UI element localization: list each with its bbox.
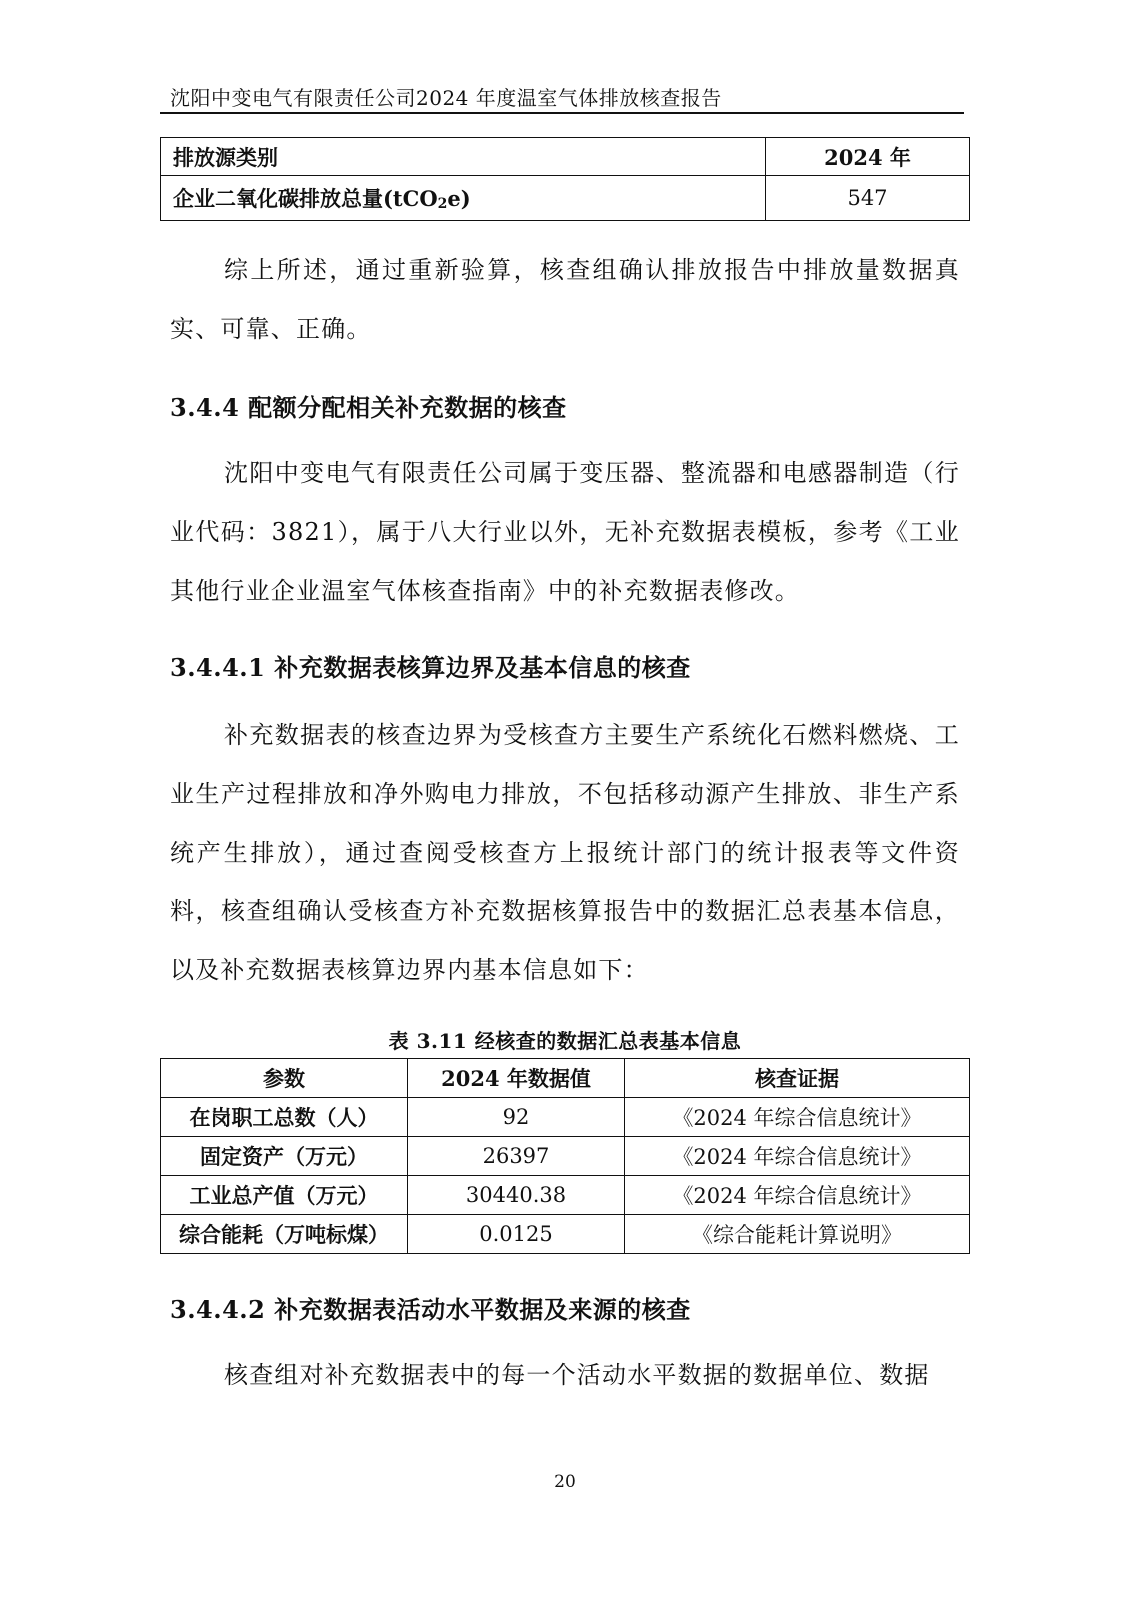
- table-row: [161, 138, 970, 176]
- table-header-row: [161, 1059, 970, 1098]
- paragraph: 综上所述，通过重新验算，核查组确认排放报告中排放量数据真实、可靠、正确。: [170, 256, 960, 343]
- table-cell: 0.0125: [408, 1215, 625, 1254]
- table-header-cell: 排放源类别: [161, 138, 766, 176]
- table-row: [161, 1137, 970, 1176]
- table-cell: 在岗职工总数（人）: [161, 1098, 408, 1137]
- table-cell: [161, 176, 766, 221]
- emission-total-table: [160, 137, 970, 221]
- running-header: 沈阳中变电气有限责任公司2024 年度温室气体排放核查报告: [170, 86, 722, 110]
- section-heading: 3.4.4.2 补充数据表活动水平数据及来源的核查: [170, 1295, 691, 1324]
- table-row: [161, 176, 970, 221]
- table-cell: 《2024 年综合信息统计》: [625, 1137, 970, 1176]
- table-cell: 工业总产值（万元）: [161, 1176, 408, 1215]
- table-row: [161, 1176, 970, 1215]
- table-cell: 综合能耗（万吨标煤）: [161, 1215, 408, 1254]
- row-label-end: e): [447, 186, 471, 211]
- table-cell: 30440.38: [408, 1176, 625, 1215]
- paragraph: 补充数据表的核查边界为受核查方主要生产系统化石燃料燃烧、工业生产过程排放和净外购电力排放，不包括移动源产生排放、非生产系统产生排放），通过查阅受核查方上报统计部门的统计报表等文件资料，核查组确认受核查方补充数据核算报告中的数据汇总表基本信息，以及补充数据表核算边界内基本信息如下：: [170, 721, 960, 985]
- header-rule: [160, 112, 964, 114]
- table-header-cell: 参数: [161, 1059, 408, 1098]
- table-cell: 《2024 年综合信息统计》: [625, 1176, 970, 1215]
- row-label-subscript: 2: [437, 196, 448, 212]
- section-heading: 3.4.4 配额分配相关补充数据的核查: [170, 393, 567, 422]
- table-header-cell: 核查证据: [625, 1059, 970, 1098]
- paragraph: 核查组对补充数据表中的每一个活动水平数据的数据单位、数据: [224, 1361, 930, 1389]
- section-heading: 3.4.4.1 补充数据表核算边界及基本信息的核查: [170, 653, 691, 682]
- table-row: [161, 1215, 970, 1254]
- table-cell: 26397: [408, 1137, 625, 1176]
- table-caption: 表 3.11 经核查的数据汇总表基本信息: [388, 1029, 742, 1053]
- paragraph: 沈阳中变电气有限责任公司属于变压器、整流器和电感器制造（行业代码：3821），属于八大行业以外，无补充数据表模板，参考《工业其他行业企业温室气体核查指南》中的补充数据表修改。: [170, 459, 960, 605]
- table-row: [161, 1098, 970, 1137]
- row-label: 企业二氧化碳排放总量(tCO: [173, 186, 438, 211]
- table-cell: 《综合能耗计算说明》: [625, 1215, 970, 1254]
- table-cell: 547: [766, 176, 970, 221]
- table-cell: 《2024 年综合信息统计》: [625, 1098, 970, 1137]
- table-cell: 固定资产（万元）: [161, 1137, 408, 1176]
- table-header-cell: 2024 年: [766, 138, 970, 176]
- table-header-cell: 2024 年数据值: [408, 1059, 625, 1098]
- summary-info-table: [160, 1058, 970, 1254]
- table-cell: 92: [408, 1098, 625, 1137]
- page-number: 20: [554, 1472, 576, 1492]
